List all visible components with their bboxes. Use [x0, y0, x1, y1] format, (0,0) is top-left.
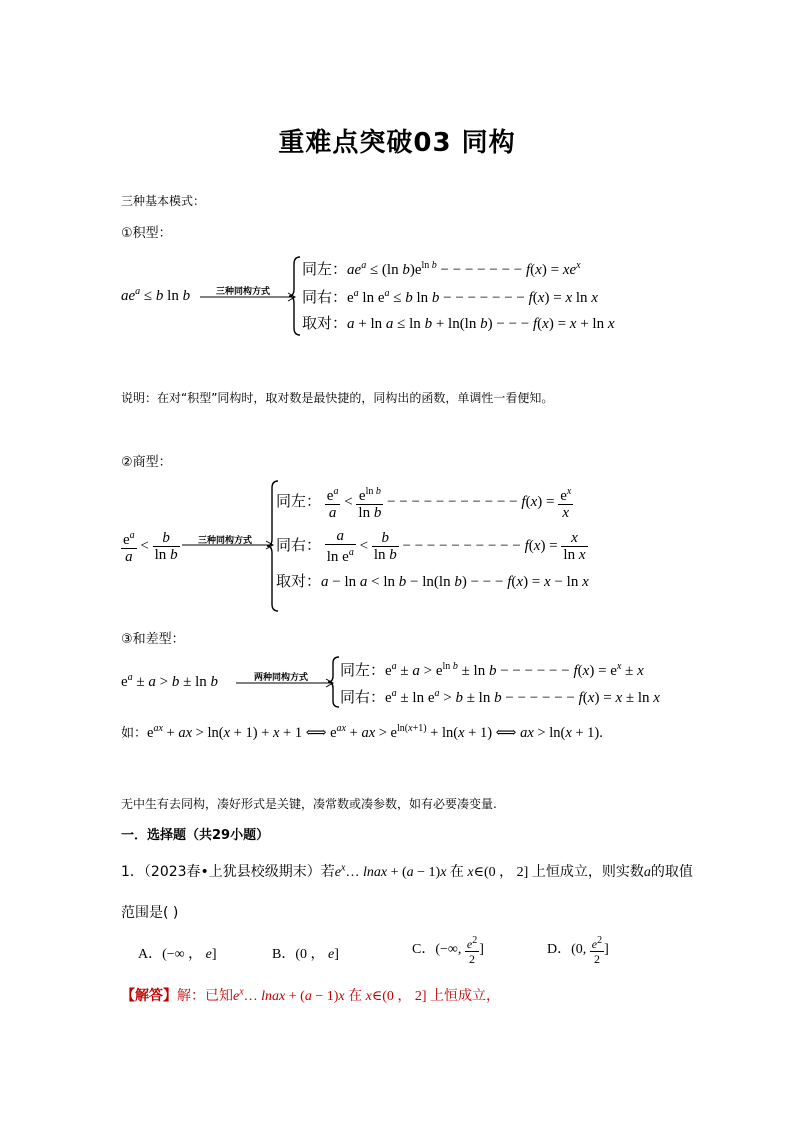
section-3-label: ③和差型：: [121, 632, 185, 647]
section-1-arrow-label: 三种同构方式: [216, 287, 271, 297]
section-1-log-formula: 取对：a + ln a ≤ ln b + ln(ln b) − − − f(x) = x + ln x: [302, 316, 615, 332]
section-3-arrow-label: 两种同构方式: [254, 673, 309, 683]
page-title: 重难点突破03 同构: [278, 128, 516, 158]
section-3-right-formula: 同右：$e^a \pm \ln e^a > b \pm \ln b$ − − − − − − f(x) = x ± ln x: [340, 688, 660, 706]
tip-text: 无中生有去同构，凑好形式是关键，凑常数或凑参数，如有必要凑变量.: [121, 797, 497, 811]
section-1-note: 说明：在对“积型”同构时，取对数是最快捷的，同构出的函数，单调性一看便知。: [121, 391, 554, 405]
section-3-brace-icon: [327, 656, 341, 708]
option-c[interactable]: C．(−∞, $\frac{e^2}{2}$ ]: [412, 935, 484, 966]
section-2-right-formula: 同右： $\frac{a}{\ln e^a}$ < $\frac{b}{\text{ln b}}$ − − − − − − − − − − f(x) = $\frac{x}{\text{ln x}}$: [276, 528, 586, 565]
section-1-lhs: $ae^a \le b$ ln b: [121, 286, 191, 304]
section-1-right-formula: 同右：$e^a$ $\ln e^a \le b$ ln b − − − − − − − f(x) = x ln x: [302, 288, 598, 306]
question-line-2: 范围是( ): [121, 905, 179, 921]
answer-line: 【解答】解：已知$e^x\dots$ lnax + (a − 1)x 在 x∈(0 ， 2] 上恒成立，: [121, 986, 501, 1004]
section-2-left-prefix: 同左：: [276, 493, 322, 510]
section-2-left-formula: 同左： $\frac{e^a}{a}$ < $\frac{e^{ln b}}{\text{ln b}}$ − − − − − − − − − − − f(x) = $\frac{e^x}{x}$: [276, 486, 572, 521]
intro-text: 三种基本模式：: [121, 194, 206, 208]
section-3-lhs: $e^a \pm a > b \pm \ln b$: [121, 672, 219, 690]
section-2-log-formula: 取对：a − ln a < ln b − ln(ln b) − − − f(x) = x − ln x: [276, 574, 589, 590]
option-a[interactable]: A．(−∞ ， e]: [138, 947, 217, 962]
section-2-label: ②商型：: [121, 455, 172, 470]
option-d[interactable]: D．(0, $\frac{e^2}{2}$ ]: [547, 935, 609, 966]
section-1-brace-icon: [288, 256, 302, 336]
section-1-left-formula: 同左：$ae^a \le (\ln$ $b)e^{ln b}$ − − − − − − − $f(x) = xe^x$: [302, 260, 581, 278]
question-line-1: 1．（2023春•上犹县校级期末）若$e^x\dots$ lnax + (a − 1)x 在 x∈(0 ， 2] 上恒成立，则实数a的取值: [121, 862, 693, 880]
option-b[interactable]: B．(0 ， e]: [272, 947, 339, 962]
section-2-arrow-label: 三种同构方式: [198, 536, 253, 546]
section-1-label: ①积型：: [121, 226, 172, 241]
answer-tag: 【解答】: [121, 988, 177, 1004]
section-3-left-formula: 同左：$e^a \pm a > e^{ln b} \pm \ln b$ − − − − − − $f(x) = e^x \pm x$: [340, 661, 644, 679]
section-2-right-prefix: 同右：: [276, 537, 322, 554]
section-2-lhs: $\frac{e^a}{a}$ < $\frac{b}{\text{ln b}}$: [123, 530, 178, 565]
section-heading: 一．选择题（共29小题）: [121, 828, 270, 843]
section-3-example: 如：$e^{ax}$ + ax > ln(x + 1) + x + 1 ⟺ $e^{ax}$ + ax > $e^{ln(x+1)} + \ln(x + 1)$ ⟺ ax > ln(x + 1).: [121, 723, 603, 741]
